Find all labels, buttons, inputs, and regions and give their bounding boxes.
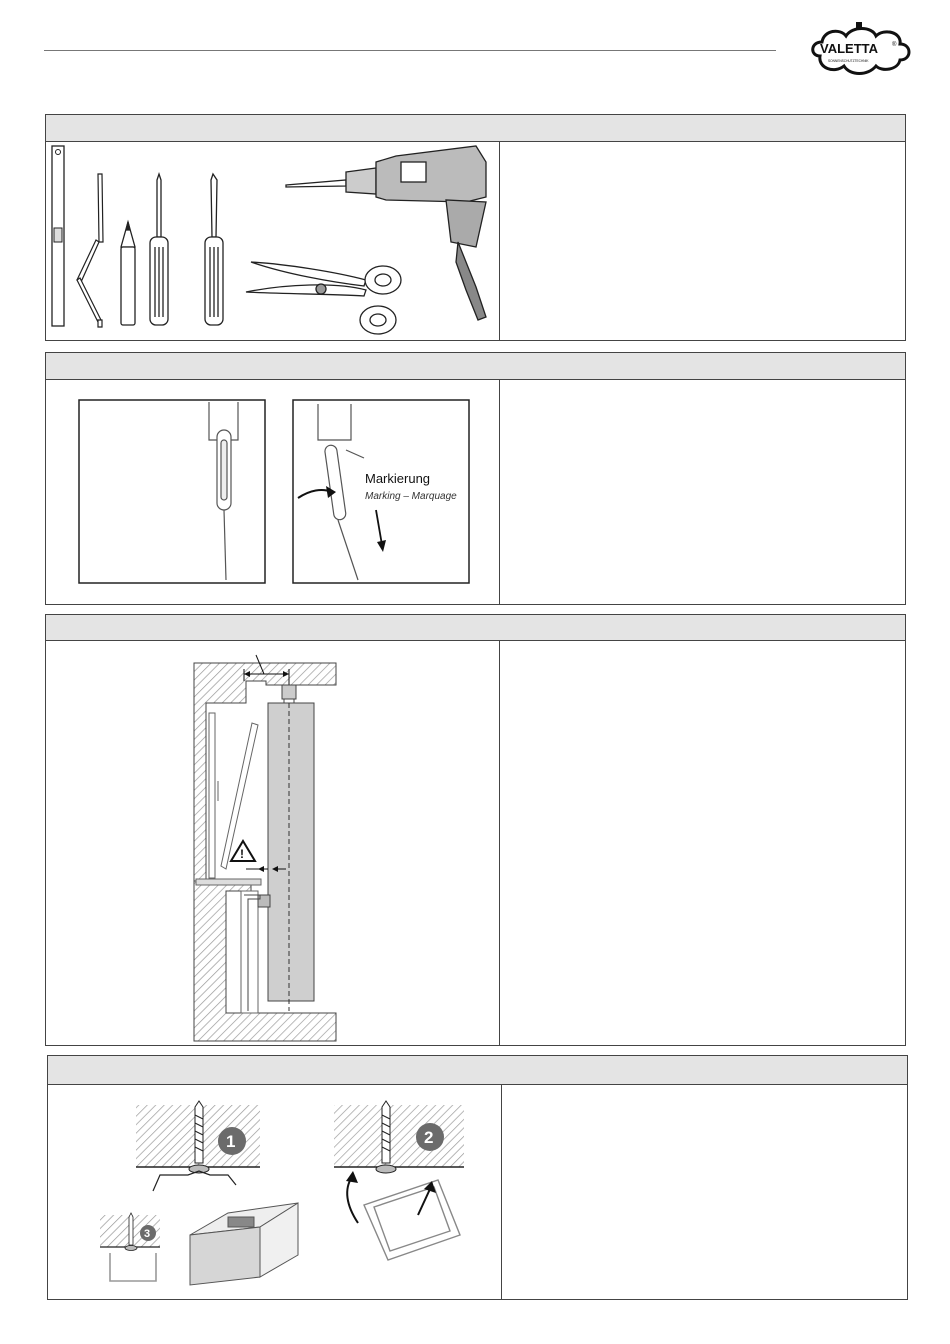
warning-icon xyxy=(231,841,255,861)
section-text xyxy=(501,1085,907,1299)
logo-tagline: SONNENSCHUTZTECHNIK xyxy=(828,59,869,63)
section-header xyxy=(46,353,905,380)
pencil-icon xyxy=(121,222,135,325)
rotate-arrow-icon xyxy=(347,1177,358,1223)
section-text xyxy=(499,142,905,340)
section-header xyxy=(46,115,905,142)
section-text xyxy=(499,641,905,1045)
tools-figure xyxy=(46,142,500,340)
spirit-level-icon xyxy=(52,146,64,326)
header-rule xyxy=(44,50,776,51)
rail-profile-tilted xyxy=(364,1180,460,1260)
logo-registered: ® xyxy=(892,42,897,48)
logo-wordmark: VALETTA xyxy=(820,41,879,56)
valetta-logo xyxy=(806,22,914,80)
section-mounting-distance xyxy=(45,614,906,1046)
section-header xyxy=(48,1056,907,1085)
section-header xyxy=(46,615,905,641)
rail-perspective xyxy=(190,1203,298,1285)
step-number: 3 xyxy=(144,1228,151,1240)
section-tools xyxy=(45,114,906,341)
rail-figure xyxy=(48,1085,502,1299)
phillips-screwdriver-icon xyxy=(150,174,168,325)
step-number: 2 xyxy=(424,1128,434,1147)
svg-text:!: ! xyxy=(240,847,244,861)
flat-screwdriver-icon xyxy=(205,174,223,325)
marking-figure xyxy=(46,380,500,604)
section-text xyxy=(499,380,905,604)
section-marking xyxy=(45,352,906,605)
step-number: 1 xyxy=(226,1132,236,1151)
mounting-figure xyxy=(46,641,500,1045)
blind-pack xyxy=(268,703,314,1001)
scissors-icon xyxy=(246,262,401,334)
marking-sublabel: Marking – Marquage xyxy=(365,491,457,502)
marking-label: Markierung xyxy=(365,471,431,486)
folding-rule-icon xyxy=(77,174,103,327)
section-rail-installation xyxy=(47,1055,908,1300)
